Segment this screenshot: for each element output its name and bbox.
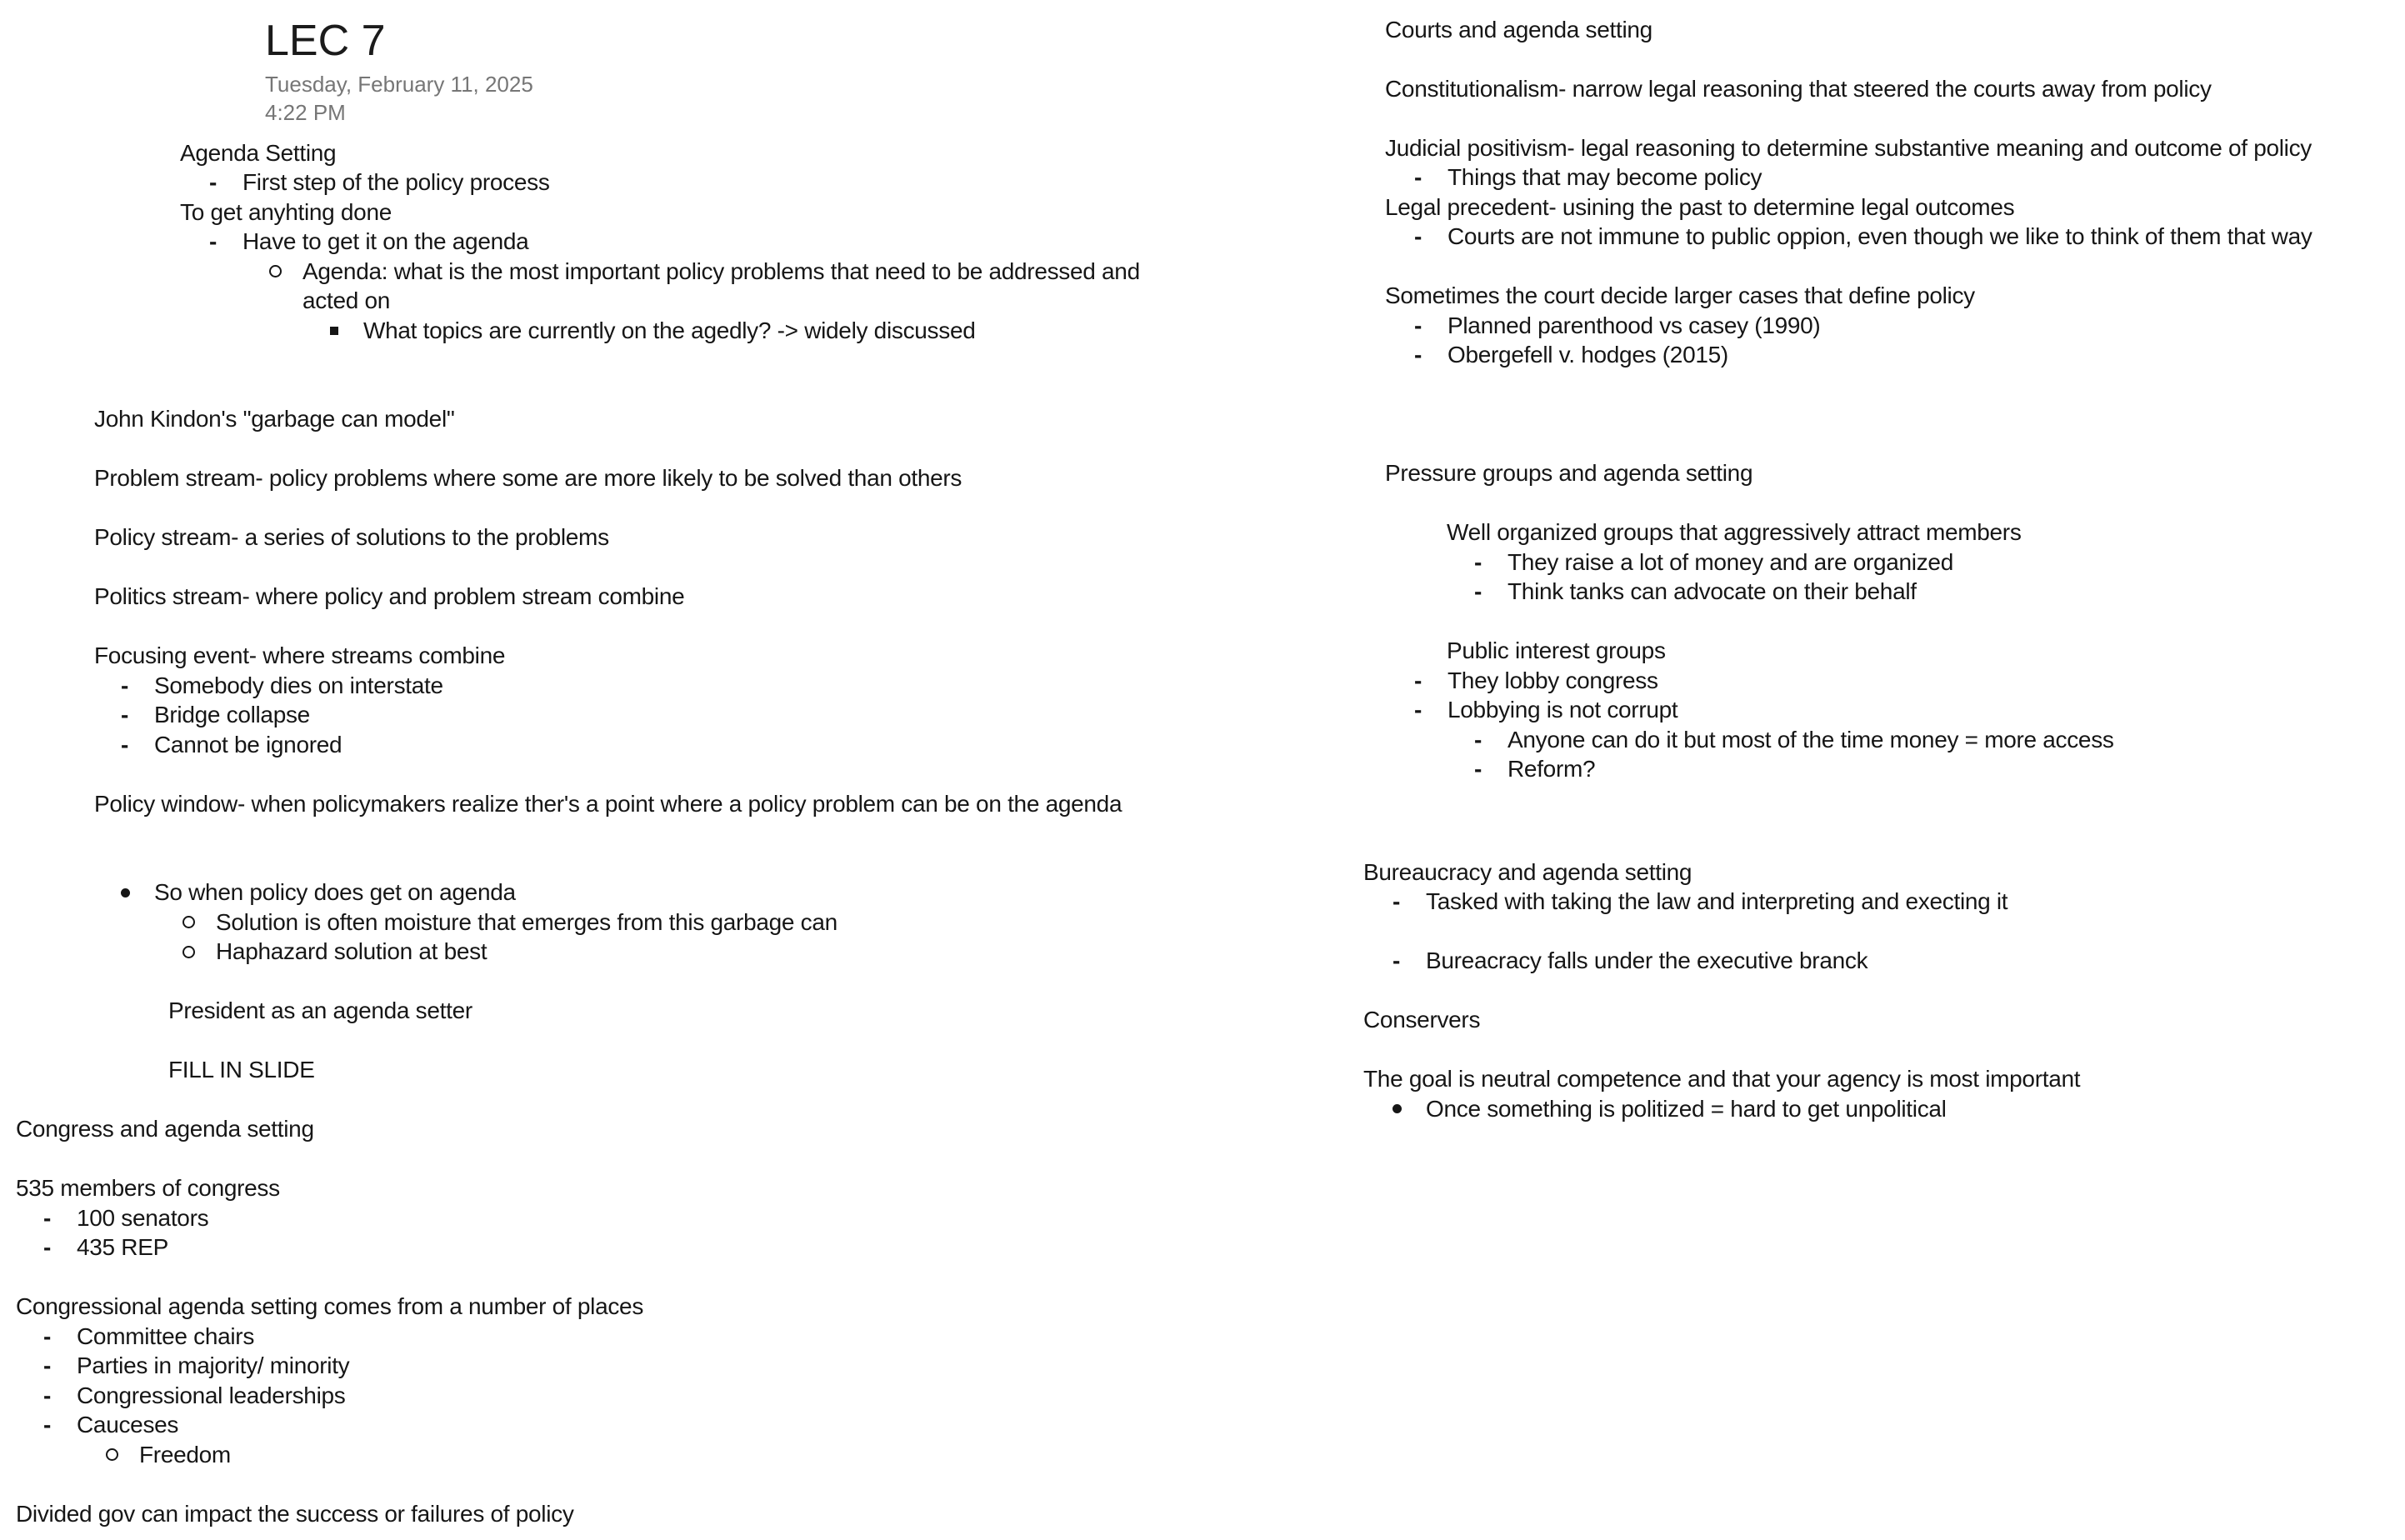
dash-bullet-icon: - xyxy=(1474,756,1482,782)
note-text: Anyone can do it but most of the time money = more access xyxy=(1508,726,2114,752)
note-text: Divided gov can impact the success or failures of policy xyxy=(16,1500,574,1527)
dash-bullet-icon: - xyxy=(1414,164,1422,191)
note-text: Focusing event- where streams combine xyxy=(94,642,506,669)
note-text: First step of the policy process xyxy=(242,169,550,196)
note-text: 100 senators xyxy=(77,1204,209,1231)
dash-bullet-icon: - xyxy=(1392,888,1401,915)
note-text: Bureaucracy and agenda setting xyxy=(1363,858,1692,885)
note-text: Policy stream- a series of solutions to the problems xyxy=(94,524,609,551)
note-text: Sometimes the court decide larger cases that define policy xyxy=(1385,282,1975,309)
note-text: They lobby congress xyxy=(1448,667,1658,693)
note-text: Congressional leaderships xyxy=(77,1382,346,1408)
note-text: Agenda Setting xyxy=(180,139,337,166)
circle-bullet-icon xyxy=(182,938,216,968)
dash-bullet-icon: - xyxy=(1474,726,1482,752)
dash-bullet-icon: - xyxy=(43,1352,52,1379)
note-text: Solution is often moisture that emerges from this garbage can xyxy=(216,908,838,935)
note-text: Judicial positivism- legal reasoning to determine substantive meaning and outcome of policy xyxy=(1385,134,2312,161)
disc-bullet-icon xyxy=(1392,1094,1426,1124)
dash-bullet-icon: - xyxy=(1392,948,1401,974)
note-text: Once something is politized = hard to get unpolitical xyxy=(1426,1095,1947,1122)
page-date: Tuesday, February 11, 2025 xyxy=(265,72,533,97)
note-text: Freedom xyxy=(139,1441,231,1468)
dash-bullet-icon: - xyxy=(1414,342,1422,368)
circle-bullet-icon xyxy=(106,1440,139,1470)
note-text: FILL IN SLIDE xyxy=(168,1057,315,1083)
note-text: The goal is neutral competence and that your agency is most important xyxy=(1363,1066,2081,1092)
note-text: Politics stream- where policy and problem stream combine xyxy=(94,583,685,610)
note-text: Congress and agenda setting xyxy=(16,1116,314,1142)
note-text: Committee chairs xyxy=(77,1322,255,1349)
note-text: Lobbying is not corrupt xyxy=(1448,697,1678,723)
note-text: John Kindon's "garbage can model" xyxy=(94,406,455,432)
note-text: Obergefell v. hodges (2015) xyxy=(1448,342,1728,368)
note-text: Tasked with taking the law and interpreting and execting it xyxy=(1426,888,2008,915)
circle-bullet-icon xyxy=(269,257,302,287)
dash-bullet-icon: - xyxy=(1474,548,1482,575)
note-text: What topics are currently on the agedly? -> widely discussed xyxy=(363,317,976,343)
dash-bullet-icon: - xyxy=(1414,667,1422,693)
note-text: Bureacracy falls under the executive branck xyxy=(1426,948,1868,974)
note-text: Cannot be ignored xyxy=(154,731,342,758)
note-text: Problem stream- policy problems where some are more likely to be solved than others xyxy=(94,465,962,492)
note-text: Parties in majority/ minority xyxy=(77,1352,350,1379)
square-bullet-icon xyxy=(330,316,363,346)
dash-bullet-icon: - xyxy=(121,702,129,728)
note-text: Constitutionalism- narrow legal reasoning that steered the courts away from policy xyxy=(1385,75,2212,102)
dash-bullet-icon: - xyxy=(209,169,218,196)
dash-bullet-icon: - xyxy=(1414,223,1422,250)
note-text: They raise a lot of money and are organized xyxy=(1508,548,1953,575)
page-title: LEC 7 xyxy=(265,17,386,65)
dash-bullet-icon: - xyxy=(43,1234,52,1261)
note-text: Reform? xyxy=(1508,756,1596,782)
disc-bullet-icon xyxy=(121,878,154,908)
note-text: Courts and agenda setting xyxy=(1385,16,1652,42)
note-text: Bridge collapse xyxy=(154,702,310,728)
dash-bullet-icon: - xyxy=(43,1382,52,1408)
dash-bullet-icon: - xyxy=(121,731,129,758)
dash-bullet-icon: - xyxy=(209,228,218,255)
note-text: Courts are not immune to public oppion, even though we like to think of them that way xyxy=(1448,223,2312,250)
note-text: Policy window- when policymakers realize ther's a point where a policy problem can be on the agenda xyxy=(94,790,1122,817)
dash-bullet-icon: - xyxy=(121,672,129,698)
note-text: 535 members of congress xyxy=(16,1175,280,1202)
note-text: President as an agenda setter xyxy=(168,998,472,1024)
dash-bullet-icon: - xyxy=(1474,578,1482,605)
note-text: Well organized groups that aggressively attract members xyxy=(1447,519,2022,546)
note-text: 435 REP xyxy=(77,1234,168,1261)
dash-bullet-icon: - xyxy=(1414,312,1422,338)
note-text: acted on xyxy=(302,288,391,314)
dash-bullet-icon: - xyxy=(1414,697,1422,723)
dash-bullet-icon: - xyxy=(43,1322,52,1349)
note-text: Congressional agenda setting comes from a number of places xyxy=(16,1293,644,1320)
note-text: Things that may become policy xyxy=(1448,164,1762,191)
note-text: Pressure groups and agenda setting xyxy=(1385,460,1753,487)
page-time: 4:22 PM xyxy=(265,100,346,125)
note-text: Have to get it on the agenda xyxy=(242,228,529,255)
note-text: Planned parenthood vs casey (1990) xyxy=(1448,312,1821,338)
note-text: Think tanks can advocate on their behalf xyxy=(1508,578,1917,605)
note-text: Haphazard solution at best xyxy=(216,938,488,965)
circle-bullet-icon xyxy=(182,908,216,938)
note-text: Cauceses xyxy=(77,1412,179,1438)
note-text: Agenda: what is the most important policy problems that need to be addressed and xyxy=(302,258,1140,284)
note-text: Public interest groups xyxy=(1447,638,1666,664)
note-text: Legal precedent- usining the past to determine legal outcomes xyxy=(1385,193,2015,220)
note-text: So when policy does get on agenda xyxy=(154,879,516,906)
dash-bullet-icon: - xyxy=(43,1412,52,1438)
dash-bullet-icon: - xyxy=(43,1204,52,1231)
note-text: Somebody dies on interstate xyxy=(154,672,443,698)
note-text: To get anyhting done xyxy=(180,198,392,225)
page-title-block xyxy=(265,17,533,127)
note-text: Conservers xyxy=(1363,1007,1481,1033)
